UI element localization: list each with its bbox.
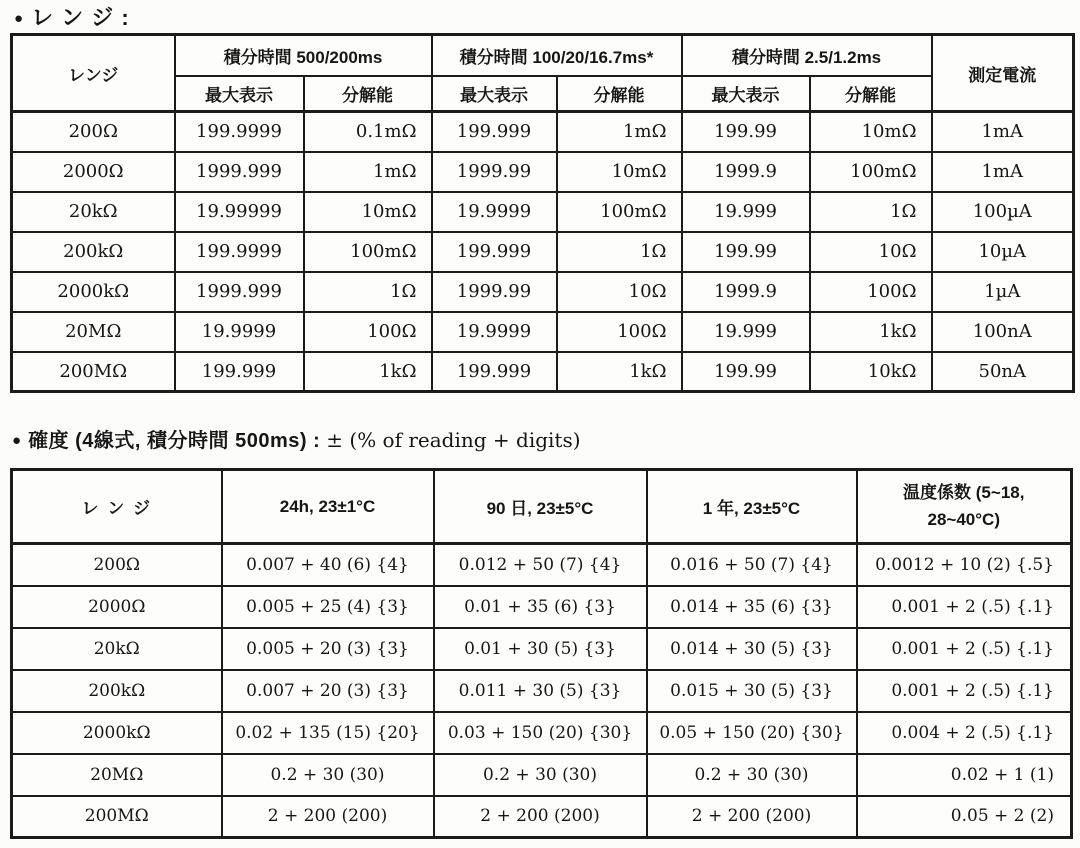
- table-row: [12, 628, 1072, 670]
- cell-res2: 100mΩ: [557, 192, 682, 232]
- table-row: [12, 232, 1074, 272]
- subheader-max-display-2: 最大表示: [432, 76, 557, 112]
- cell-max1: 199.999: [175, 352, 304, 392]
- cell-tempco: 0.001 + 2 (.5) {.1}: [857, 586, 1072, 628]
- subheader-max-display-3: 最大表示: [682, 76, 810, 112]
- cell-c90d: 0.012 + 50 (7) {4}: [434, 544, 647, 586]
- cell-range: 200kΩ: [12, 232, 175, 272]
- header-row: [12, 470, 1072, 544]
- cell-c1y: 0.014 + 35 (6) {3}: [647, 586, 857, 628]
- cell-max2: 19.9999: [432, 192, 557, 232]
- cell-max3: 199.99: [682, 352, 810, 392]
- col-header-range: レ ン ジ: [12, 470, 222, 544]
- cell-max1: 199.9999: [175, 232, 304, 272]
- cell-res1: 100Ω: [304, 312, 432, 352]
- cell-max3: 199.99: [682, 232, 810, 272]
- cell-max1: 19.99999: [175, 192, 304, 232]
- cell-range: 200MΩ: [12, 352, 175, 392]
- cell-c24h: 0.005 + 20 (3) {3}: [222, 628, 434, 670]
- cell-res2: 1kΩ: [557, 352, 682, 392]
- table-row: [12, 192, 1074, 232]
- cell-res1: 1mΩ: [304, 152, 432, 192]
- cell-tempco: 0.001 + 2 (.5) {.1}: [857, 670, 1072, 712]
- cell-range: 200Ω: [12, 112, 175, 152]
- cell-c1y: 0.016 + 50 (7) {4}: [647, 544, 857, 586]
- cell-range: 20kΩ: [12, 628, 222, 670]
- cell-res1: 1Ω: [304, 272, 432, 312]
- cell-c90d: 0.2 + 30 (30): [434, 754, 647, 796]
- tempco-header-line2: 28~40°C): [927, 509, 1000, 529]
- table-row: [12, 544, 1072, 586]
- range-title-text: レ ン ジ :: [31, 5, 130, 30]
- cell-res3: 1kΩ: [810, 312, 932, 352]
- cell-max2: 199.999: [432, 232, 557, 272]
- cell-res3: 100Ω: [810, 272, 932, 312]
- cell-res3: 100mΩ: [810, 152, 932, 192]
- cell-range: 20MΩ: [12, 754, 222, 796]
- cell-range: 2000kΩ: [12, 712, 222, 754]
- tempco-header-line1: 温度係数 (5~18,: [903, 483, 1025, 503]
- bullet-icon: ●: [12, 432, 22, 449]
- cell-tempco: 0.0012 + 10 (2) {.5}: [857, 544, 1072, 586]
- cell-max3: 19.999: [682, 192, 810, 232]
- range-table-header: [12, 35, 1074, 112]
- cell-max2: 199.999: [432, 112, 557, 152]
- col-header-1year: 1 年, 23±5°C: [647, 470, 857, 544]
- cell-current: 100nA: [932, 312, 1074, 352]
- table-row: [12, 586, 1072, 628]
- cell-max2: 199.999: [432, 352, 557, 392]
- subheader-resolution-2: 分解能: [557, 76, 682, 112]
- accuracy-title-en: ± (% of reading + digits): [326, 428, 581, 452]
- col-header-integration-500-200: 積分時間 500/200ms: [175, 35, 432, 76]
- header-group-row: [12, 35, 1074, 76]
- cell-max3: 199.99: [682, 112, 810, 152]
- table-row: [12, 152, 1074, 192]
- cell-range: 200MΩ: [12, 796, 222, 838]
- cell-current: 10µA: [932, 232, 1074, 272]
- cell-max1: 19.9999: [175, 312, 304, 352]
- accuracy-table: [10, 468, 1073, 839]
- cell-c24h: 0.02 + 135 (15) {20}: [222, 712, 434, 754]
- cell-max3: 19.999: [682, 312, 810, 352]
- cell-max2: 1999.99: [432, 152, 557, 192]
- table-row: [12, 712, 1072, 754]
- cell-c1y: 2 + 200 (200): [647, 796, 857, 838]
- cell-res2: 10mΩ: [557, 152, 682, 192]
- cell-res2: 1mΩ: [557, 112, 682, 152]
- col-header-24h: 24h, 23±1°C: [222, 470, 434, 544]
- col-header-measure-current: 測定電流: [932, 35, 1074, 112]
- cell-res1: 1kΩ: [304, 352, 432, 392]
- cell-tempco: 0.05 + 2 (2): [857, 796, 1072, 838]
- cell-res3: 10kΩ: [810, 352, 932, 392]
- accuracy-table-header: [12, 470, 1072, 544]
- section-title-accuracy: [12, 424, 581, 453]
- cell-c24h: 0.007 + 20 (3) {3}: [222, 670, 434, 712]
- cell-c24h: 0.005 + 25 (4) {3}: [222, 586, 434, 628]
- cell-range: 2000kΩ: [12, 272, 175, 312]
- cell-c90d: 0.01 + 30 (5) {3}: [434, 628, 647, 670]
- table-row: [12, 796, 1072, 838]
- cell-range: 2000Ω: [12, 586, 222, 628]
- table-row: [12, 112, 1074, 152]
- cell-range: 2000Ω: [12, 152, 175, 192]
- cell-c1y: 0.2 + 30 (30): [647, 754, 857, 796]
- cell-res2: 10Ω: [557, 272, 682, 312]
- cell-res3: 1Ω: [810, 192, 932, 232]
- cell-c90d: 0.03 + 150 (20) {30}: [434, 712, 647, 754]
- cell-res2: 1Ω: [557, 232, 682, 272]
- cell-tempco: 0.001 + 2 (.5) {.1}: [857, 628, 1072, 670]
- subheader-resolution-1: 分解能: [304, 76, 432, 112]
- cell-res1: 0.1mΩ: [304, 112, 432, 152]
- cell-max3: 1999.9: [682, 152, 810, 192]
- cell-res3: 10mΩ: [810, 112, 932, 152]
- cell-current: 1µA: [932, 272, 1074, 312]
- bullet-icon: ●: [14, 10, 25, 27]
- cell-max1: 1999.999: [175, 152, 304, 192]
- accuracy-title-jp: 確度 (4線式, 積分時間 500ms) :: [28, 430, 327, 452]
- table-row: [12, 312, 1074, 352]
- col-header-integration-100-20-16: 積分時間 100/20/16.7ms*: [432, 35, 682, 76]
- cell-range: 200Ω: [12, 544, 222, 586]
- cell-current: 1mA: [932, 112, 1074, 152]
- cell-current: 100µA: [932, 192, 1074, 232]
- cell-range: 20MΩ: [12, 312, 175, 352]
- cell-res3: 10Ω: [810, 232, 932, 272]
- col-header-90day: 90 日, 23±5°C: [434, 470, 647, 544]
- col-header-integration-2p5-1p2: 積分時間 2.5/1.2ms: [682, 35, 932, 76]
- cell-max2: 19.9999: [432, 312, 557, 352]
- cell-current: 50nA: [932, 352, 1074, 392]
- cell-c1y: 0.015 + 30 (5) {3}: [647, 670, 857, 712]
- cell-c24h: 2 + 200 (200): [222, 796, 434, 838]
- section-title-range: [14, 1, 130, 32]
- cell-c1y: 0.05 + 150 (20) {30}: [647, 712, 857, 754]
- col-header-range: レンジ: [12, 35, 175, 112]
- col-header-tempco: [857, 470, 1072, 544]
- subheader-max-display-1: 最大表示: [175, 76, 304, 112]
- table-row: [12, 670, 1072, 712]
- cell-max3: 1999.9: [682, 272, 810, 312]
- cell-tempco: 0.004 + 2 (.5) {.1}: [857, 712, 1072, 754]
- cell-current: 1mA: [932, 152, 1074, 192]
- cell-c1y: 0.014 + 30 (5) {3}: [647, 628, 857, 670]
- range-table-body: [12, 112, 1074, 392]
- cell-res2: 100Ω: [557, 312, 682, 352]
- cell-res1: 100mΩ: [304, 232, 432, 272]
- cell-res1: 10mΩ: [304, 192, 432, 232]
- cell-max1: 1999.999: [175, 272, 304, 312]
- cell-range: 200kΩ: [12, 670, 222, 712]
- cell-c90d: 2 + 200 (200): [434, 796, 647, 838]
- table-row: [12, 754, 1072, 796]
- cell-tempco: 0.02 + 1 (1): [857, 754, 1072, 796]
- subheader-resolution-3: 分解能: [810, 76, 932, 112]
- range-table: [10, 33, 1075, 393]
- table-row: [12, 272, 1074, 312]
- accuracy-table-body: [12, 544, 1072, 838]
- cell-c90d: 0.01 + 35 (6) {3}: [434, 586, 647, 628]
- cell-c24h: 0.2 + 30 (30): [222, 754, 434, 796]
- cell-max2: 1999.99: [432, 272, 557, 312]
- cell-max1: 199.9999: [175, 112, 304, 152]
- cell-range: 20kΩ: [12, 192, 175, 232]
- cell-c24h: 0.007 + 40 (6) {4}: [222, 544, 434, 586]
- table-row: [12, 352, 1074, 392]
- cell-c90d: 0.011 + 30 (5) {3}: [434, 670, 647, 712]
